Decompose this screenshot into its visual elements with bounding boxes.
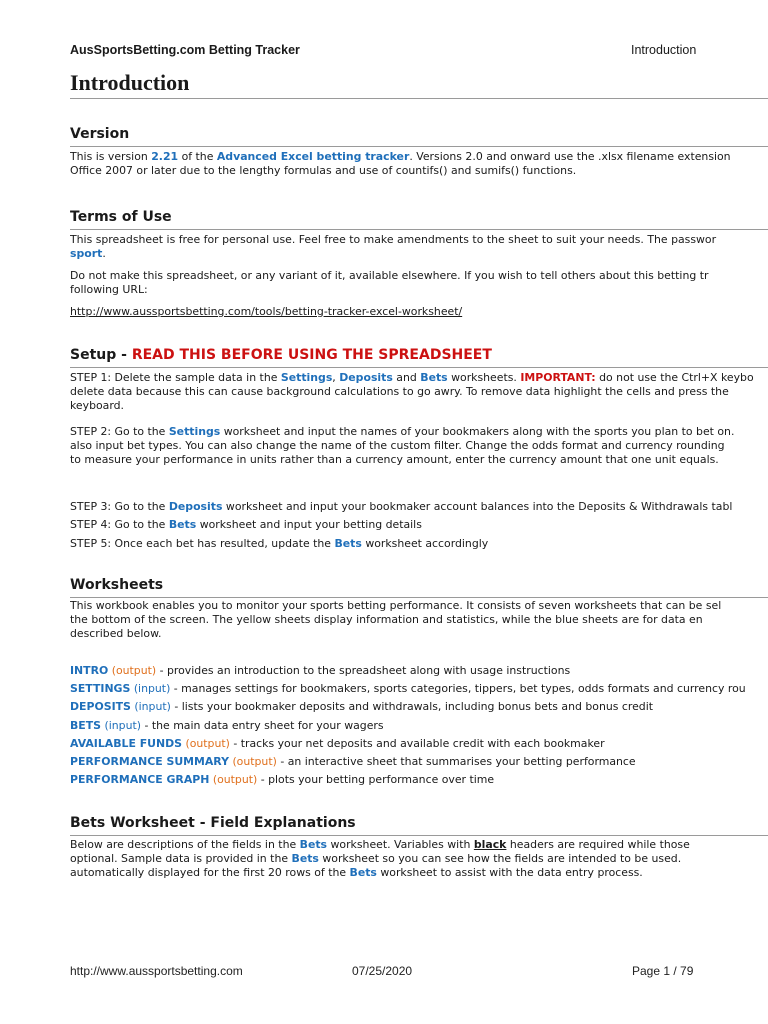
worksheet-item: DEPOSITS (input) - lists your bookmaker deposits and withdrawals, including bonus bets and bonus credit [70,700,654,713]
step-2-line-3: to measure your performance in units rather than a currency amount, enter the currency amount that one unit equals. [70,453,719,466]
important-label: IMPORTANT: [520,371,596,384]
version-line-2: Office 2007 or later due to the lengthy formulas and use of countifs() and sumifs() functions. [70,164,577,177]
worksheets-rule [70,597,768,598]
terms-p1-line-2: sport. [70,247,106,260]
step-3: STEP 3: Go to the Deposits worksheet and input your bookmaker account balances into the Deposits & Withdrawals tabl [70,500,733,513]
worksheet-item: SETTINGS (input) - manages settings for bookmakers, sports categories, tippers, bet types, odds formats and currency rou [70,682,746,695]
version-heading: Version [70,126,130,142]
terms-url[interactable] [70,305,768,319]
setup-heading: Setup - READ THIS BEFORE USING THE SPREADSHEET [70,347,492,363]
worksheets-intro-line-3: described below. [70,627,162,640]
terms-p1-line-1: This spreadsheet is free for personal use. Feel free to make amendments to the sheet to suit your needs. The passwor [70,233,717,246]
setup-rule [70,367,768,368]
version-rule [70,146,768,147]
terms-p2-line-2: following URL: [70,283,148,296]
terms-rule [70,229,768,230]
step-1-line-2: delete data because this can cause background calculations to go awry. To remove data highlight the cells and press the [70,385,729,398]
product-name: Advanced Excel betting tracker [216,150,410,163]
black-headers-text: black [473,838,507,851]
footer-page-number: Page 1 / 79 [632,964,694,978]
tracker-url-link[interactable]: http://www.aussportsbetting.com/tools/betting-tracker-excel-worksheet/ [70,305,463,318]
step-5: STEP 5: Once each bet has resulted, update the Bets worksheet accordingly [70,537,489,550]
running-header [70,43,768,59]
bets-fields-rule [70,835,768,836]
password-text: sport [70,247,103,260]
page-title: Introduction [70,70,190,95]
footer-date: 07/25/2020 [352,964,413,978]
worksheet-item: INTRO (output) - provides an introduction to the spreadsheet along with usage instructions [70,664,571,677]
bets-fields-line-1: Below are descriptions of the fields in the Bets worksheet. Variables with black headers are required while those [70,838,690,851]
version-number: 2.21 [151,150,179,163]
footer-url: http://www.aussportsbetting.com [70,964,243,978]
page-footer [70,964,768,980]
worksheets-intro-line-2: the bottom of the screen. The yellow sheets display information and statistics, while the blue sheets are for data en [70,613,703,626]
bets-fields-heading: Bets Worksheet - Field Explanations [70,815,356,831]
worksheet-item: PERFORMANCE GRAPH (output) - plots your betting performance over time [70,773,495,786]
step-1-line-1: STEP 1: Delete the sample data in the Settings, Deposits and Bets worksheets. IMPORTANT: do not use the Ctrl+X keybo [70,371,754,384]
header-section: Introduction [631,43,697,57]
header-title: AusSportsBetting.com Betting Tracker [70,43,300,57]
title-rule [70,98,768,99]
step-4: STEP 4: Go to the Bets worksheet and input your betting details [70,518,422,531]
step-1-line-3: keyboard. [70,399,124,412]
worksheet-item: AVAILABLE FUNDS (output) - tracks your net deposits and available credit with each bookmaker [70,737,605,750]
worksheet-item: BETS (input) - the main data entry sheet for your wagers [70,719,384,732]
worksheets-intro-line-1: This workbook enables you to monitor your sports betting performance. It consists of seven worksheets that can be sel [70,599,722,612]
step-2-line-1: STEP 2: Go to the Settings worksheet and input the names of your bookmakers along with the sports you plan to bet on. [70,425,735,438]
worksheet-item: PERFORMANCE SUMMARY (output) - an interactive sheet that summarises your betting performance [70,755,636,768]
bets-fields-line-2: optional. Sample data is provided in the Bets worksheet so you can see how the fields are intended to be used. [70,852,682,865]
setup-warning: READ THIS BEFORE USING THE SPREADSHEET [131,347,492,363]
version-line-1: This is version 2.21 of the Advanced Excel betting tracker. Versions 2.0 and onward use the .xlsx filename extension [70,150,731,163]
terms-heading: Terms of Use [70,209,172,225]
step-2-line-2: also input bet types. You can also change the name of the custom filter. Change the odds format and currency rounding [70,439,725,452]
bets-fields-line-3: automatically displayed for the first 20 rows of the Bets worksheet to assist with the data entry process. [70,866,643,879]
terms-p2-line-1: Do not make this spreadsheet, or any variant of it, available elsewhere. If you wish to tell others about this betting tr [70,269,709,282]
worksheets-heading: Worksheets [70,577,164,593]
